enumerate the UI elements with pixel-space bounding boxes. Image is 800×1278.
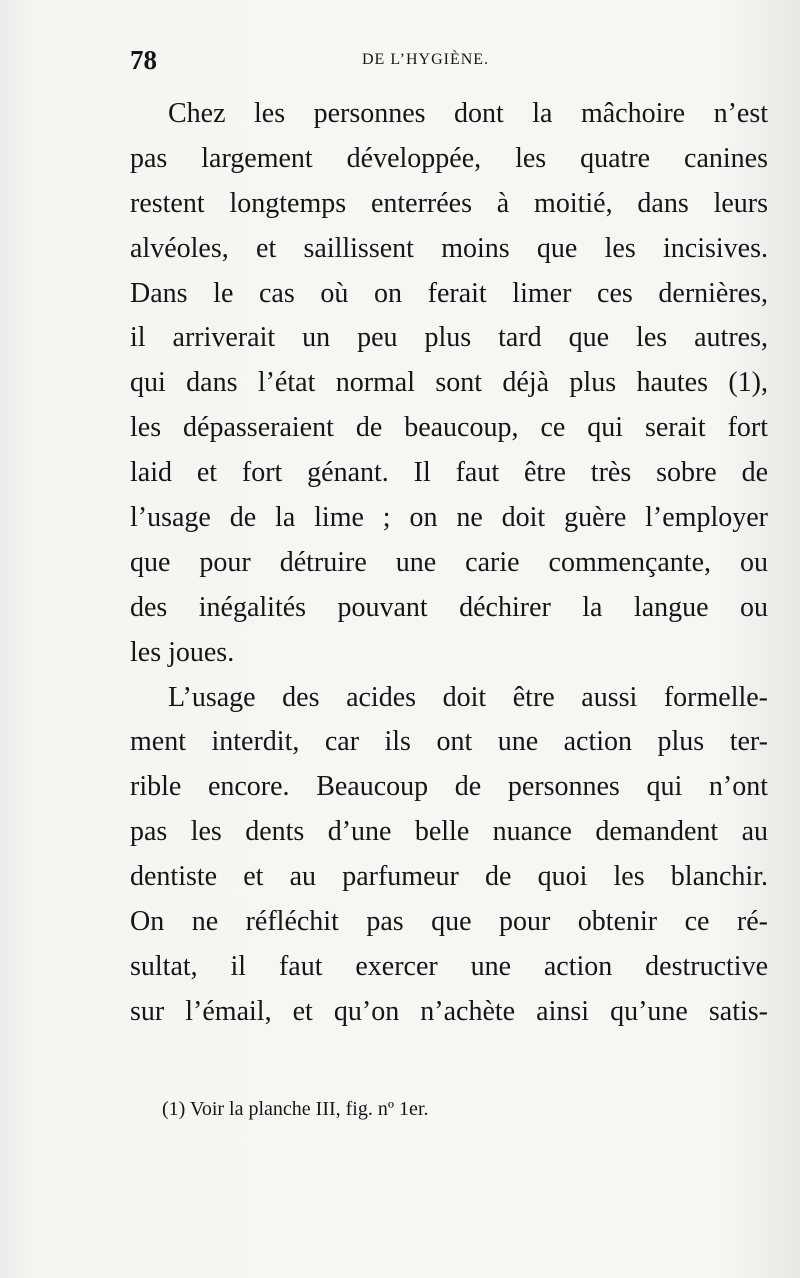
text-line: On ne réfléchit pas que pour obtenir ce ré- <box>130 906 768 938</box>
text-line: l’usage de la lime ; on ne doit guère l’employer <box>130 502 768 534</box>
text-line: que pour détruire une carie commençante, ou <box>130 546 768 578</box>
text-line: laid et fort génant. Il faut être très sobre de <box>130 457 768 489</box>
text-line: L’usage des acides doit être aussi formelle- <box>168 681 768 713</box>
text-line: Chez les personnes dont la mâchoire n’est <box>168 98 768 129</box>
text-line: ment interdit, car ils ont une action plus ter- <box>130 726 768 758</box>
text-line: des inégalités pouvant déchirer la langue ou <box>130 591 768 623</box>
page-number: 78 <box>130 45 157 75</box>
body-text <box>130 92 768 1035</box>
page-header <box>130 40 770 80</box>
text-line: pas les dents d’une belle nuance demandent au <box>130 816 768 848</box>
footnote: (1) Voir la planche III, fig. nº 1er. <box>162 1098 429 1120</box>
text-line: sultat, il faut exercer une action destructive <box>130 950 768 982</box>
text-line: sur l’émail, et qu’on n’achète ainsi qu’une satis- <box>130 995 768 1027</box>
running-head: DE L’HYGIÈNE. <box>362 51 490 68</box>
text-line: il arriverait un peu plus tard que les autres, <box>130 322 768 354</box>
text-line: qui dans l’état normal sont déjà plus hautes (1), <box>130 367 768 399</box>
text-line: pas largement développée, les quatre canines <box>130 142 768 174</box>
text-line: dentiste et au parfumeur de quoi les blanchir. <box>130 861 768 893</box>
text-line: Dans le cas où on ferait limer ces dernières, <box>130 277 768 309</box>
text-line: les dépasseraient de beaucoup, ce qui serait fort <box>130 412 768 444</box>
text-line: les joues. <box>130 636 235 668</box>
text-line: restent longtemps enterrées à moitié, dans leurs <box>130 187 768 219</box>
text-line: alvéoles, et saillissent moins que les incisives. <box>130 232 768 264</box>
text-line: rible encore. Beaucoup de personnes qui n’ont <box>130 771 768 803</box>
